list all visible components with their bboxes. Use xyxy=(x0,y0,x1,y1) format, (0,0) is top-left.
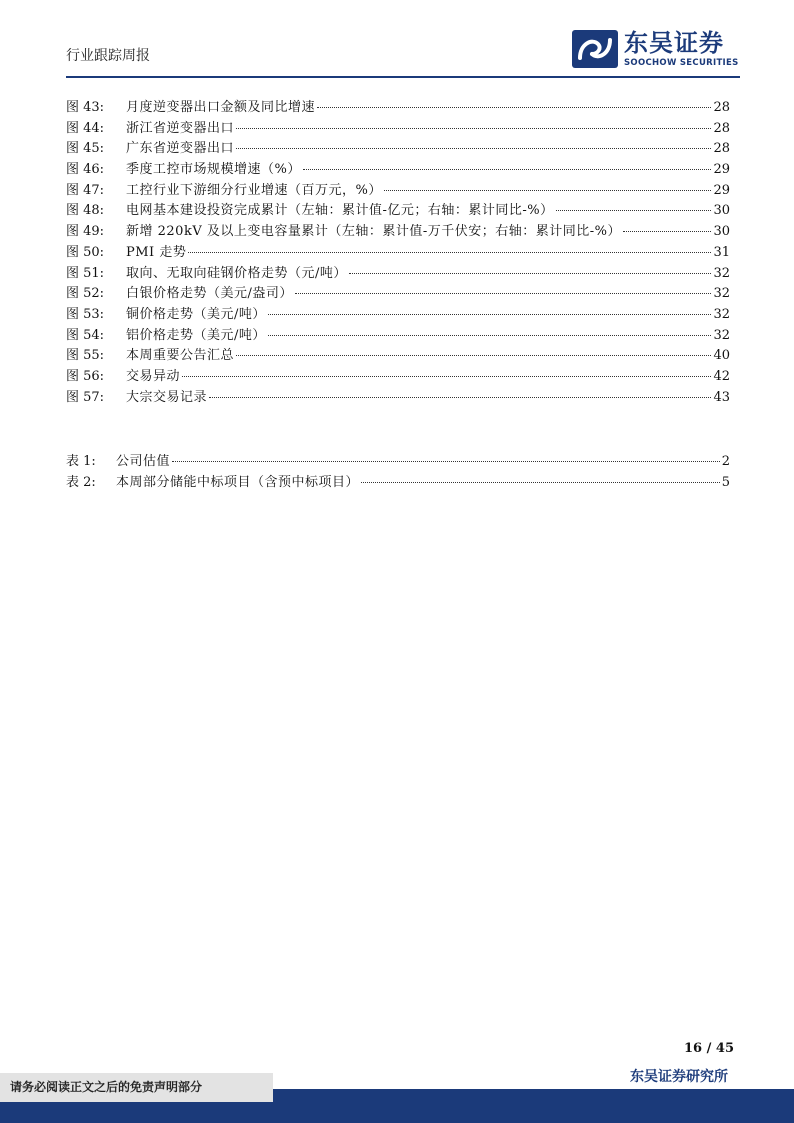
dot-leader xyxy=(349,273,712,274)
figure-page-number: 32 xyxy=(713,327,730,343)
dot-leader xyxy=(268,335,712,336)
figure-label: 图 56: xyxy=(66,368,105,384)
figure-page-number: 40 xyxy=(713,348,730,364)
dot-leader xyxy=(236,355,711,356)
dot-leader xyxy=(268,314,712,315)
figure-title: 本周重要公告汇总 xyxy=(126,348,235,364)
figure-page-number: 29 xyxy=(713,162,730,178)
figure-label: 图 54: xyxy=(66,327,105,343)
figure-label: 图 47: xyxy=(66,182,105,198)
figure-label: 图 45: xyxy=(66,141,105,157)
toc-figure-row[interactable] xyxy=(66,220,730,241)
toc-figure-row[interactable] xyxy=(66,262,730,283)
figure-page-number: 28 xyxy=(713,100,730,115)
figure-title: 交易异动 xyxy=(126,368,181,384)
figure-page-number: 29 xyxy=(713,182,730,198)
report-type-label: 行业跟踪周报 xyxy=(66,48,150,64)
toc-figure-row[interactable] xyxy=(66,241,730,262)
figure-title: 大宗交易记录 xyxy=(126,389,208,405)
toc-figure-row[interactable] xyxy=(66,179,730,200)
table-list xyxy=(66,450,730,491)
toc-figure-row[interactable] xyxy=(66,365,730,386)
figure-label: 图 46: xyxy=(66,162,105,178)
dot-leader xyxy=(172,461,720,462)
dot-leader xyxy=(295,293,712,294)
figure-label: 图 55: xyxy=(66,348,105,364)
toc-figure-row[interactable] xyxy=(66,282,730,303)
figure-page-number: 28 xyxy=(713,141,730,157)
figure-page-number: 30 xyxy=(713,224,730,240)
dot-leader xyxy=(623,231,711,232)
logo-chinese-name: 东吴证券 xyxy=(624,29,724,57)
dot-leader xyxy=(236,148,711,149)
footer-corner-cut xyxy=(560,1058,580,1089)
figure-label: 图 57: xyxy=(66,389,105,405)
figure-page-number: 32 xyxy=(713,306,730,322)
toc-figure-row[interactable] xyxy=(66,344,730,365)
table-page-number: 2 xyxy=(721,454,730,469)
figure-title: 白银价格走势（美元/盎司） xyxy=(126,286,293,302)
figure-label: 图 50: xyxy=(66,244,105,260)
dot-leader xyxy=(384,190,712,191)
figure-page-number: 32 xyxy=(713,265,730,281)
header-divider xyxy=(66,76,740,78)
company-logo xyxy=(572,30,739,68)
figure-page-number: 28 xyxy=(713,120,730,136)
table-label: 表 2: xyxy=(66,474,96,490)
toc-table-row[interactable] xyxy=(66,471,730,492)
figure-label: 图 48: xyxy=(66,203,105,219)
toc-figure-row[interactable] xyxy=(66,199,730,220)
figure-label: 图 51: xyxy=(66,265,105,281)
footer-brand: 东吴证券研究所 xyxy=(630,1069,728,1085)
soochow-logo-icon xyxy=(572,30,618,68)
figure-title: 新增 220kV 及以上变电容量累计（左轴：累计值-万千伏安；右轴：累计同比-%） xyxy=(126,224,621,240)
toc-figure-row[interactable] xyxy=(66,158,730,179)
toc-figure-row[interactable] xyxy=(66,96,730,117)
figure-title: 季度工控市场规模增速（%） xyxy=(126,162,301,178)
figure-title: PMI 走势 xyxy=(126,244,187,260)
figure-list xyxy=(66,96,730,406)
table-title: 公司估值 xyxy=(116,454,171,469)
figure-title: 电网基本建设投资完成累计（左轴：累计值-亿元；右轴：累计同比-%） xyxy=(126,203,554,219)
table-title: 本周部分储能中标项目（含预中标项目） xyxy=(116,474,360,490)
figure-label: 图 52: xyxy=(66,286,105,302)
footer-disclaimer: 请务必阅读正文之后的免责声明部分 xyxy=(0,1073,273,1102)
dot-leader xyxy=(556,210,712,211)
dot-leader xyxy=(361,482,720,483)
table-label: 表 1: xyxy=(66,454,96,469)
figure-page-number: 43 xyxy=(713,389,730,405)
figure-label: 图 44: xyxy=(66,120,105,136)
dot-leader xyxy=(236,128,711,129)
table-page-number: 5 xyxy=(721,474,730,490)
figure-title: 工控行业下游细分行业增速（百万元，%） xyxy=(126,182,382,198)
figure-title: 铜价格走势（美元/吨） xyxy=(126,306,266,322)
toc-figure-row[interactable] xyxy=(66,303,730,324)
toc-figure-row[interactable] xyxy=(66,117,730,138)
figure-title: 月度逆变器出口金额及同比增速 xyxy=(126,100,316,115)
figure-page-number: 30 xyxy=(713,203,730,219)
dot-leader xyxy=(182,376,711,377)
dot-leader xyxy=(188,252,711,253)
figure-title: 浙江省逆变器出口 xyxy=(126,120,235,136)
figure-title: 铝价格走势（美元/吨） xyxy=(126,327,266,343)
toc-figure-row[interactable] xyxy=(66,137,730,158)
logo-english-name: SOOCHOW SECURITIES xyxy=(624,58,739,68)
toc-table-row[interactable] xyxy=(66,450,730,471)
dot-leader xyxy=(303,169,712,170)
figure-title: 取向、无取向硅钢价格走势（元/吨） xyxy=(126,265,347,281)
figure-label: 图 43: xyxy=(66,100,105,115)
figure-label: 图 49: xyxy=(66,224,105,240)
page-number: 16 / 45 xyxy=(684,1041,734,1056)
dot-leader xyxy=(317,107,711,108)
toc-figure-row[interactable] xyxy=(66,324,730,345)
dot-leader xyxy=(209,397,711,398)
figure-title: 广东省逆变器出口 xyxy=(126,141,235,157)
toc-figure-row[interactable] xyxy=(66,386,730,407)
figure-page-number: 42 xyxy=(713,368,730,384)
figure-label: 图 53: xyxy=(66,306,105,322)
figure-page-number: 32 xyxy=(713,286,730,302)
figure-page-number: 31 xyxy=(713,244,730,260)
